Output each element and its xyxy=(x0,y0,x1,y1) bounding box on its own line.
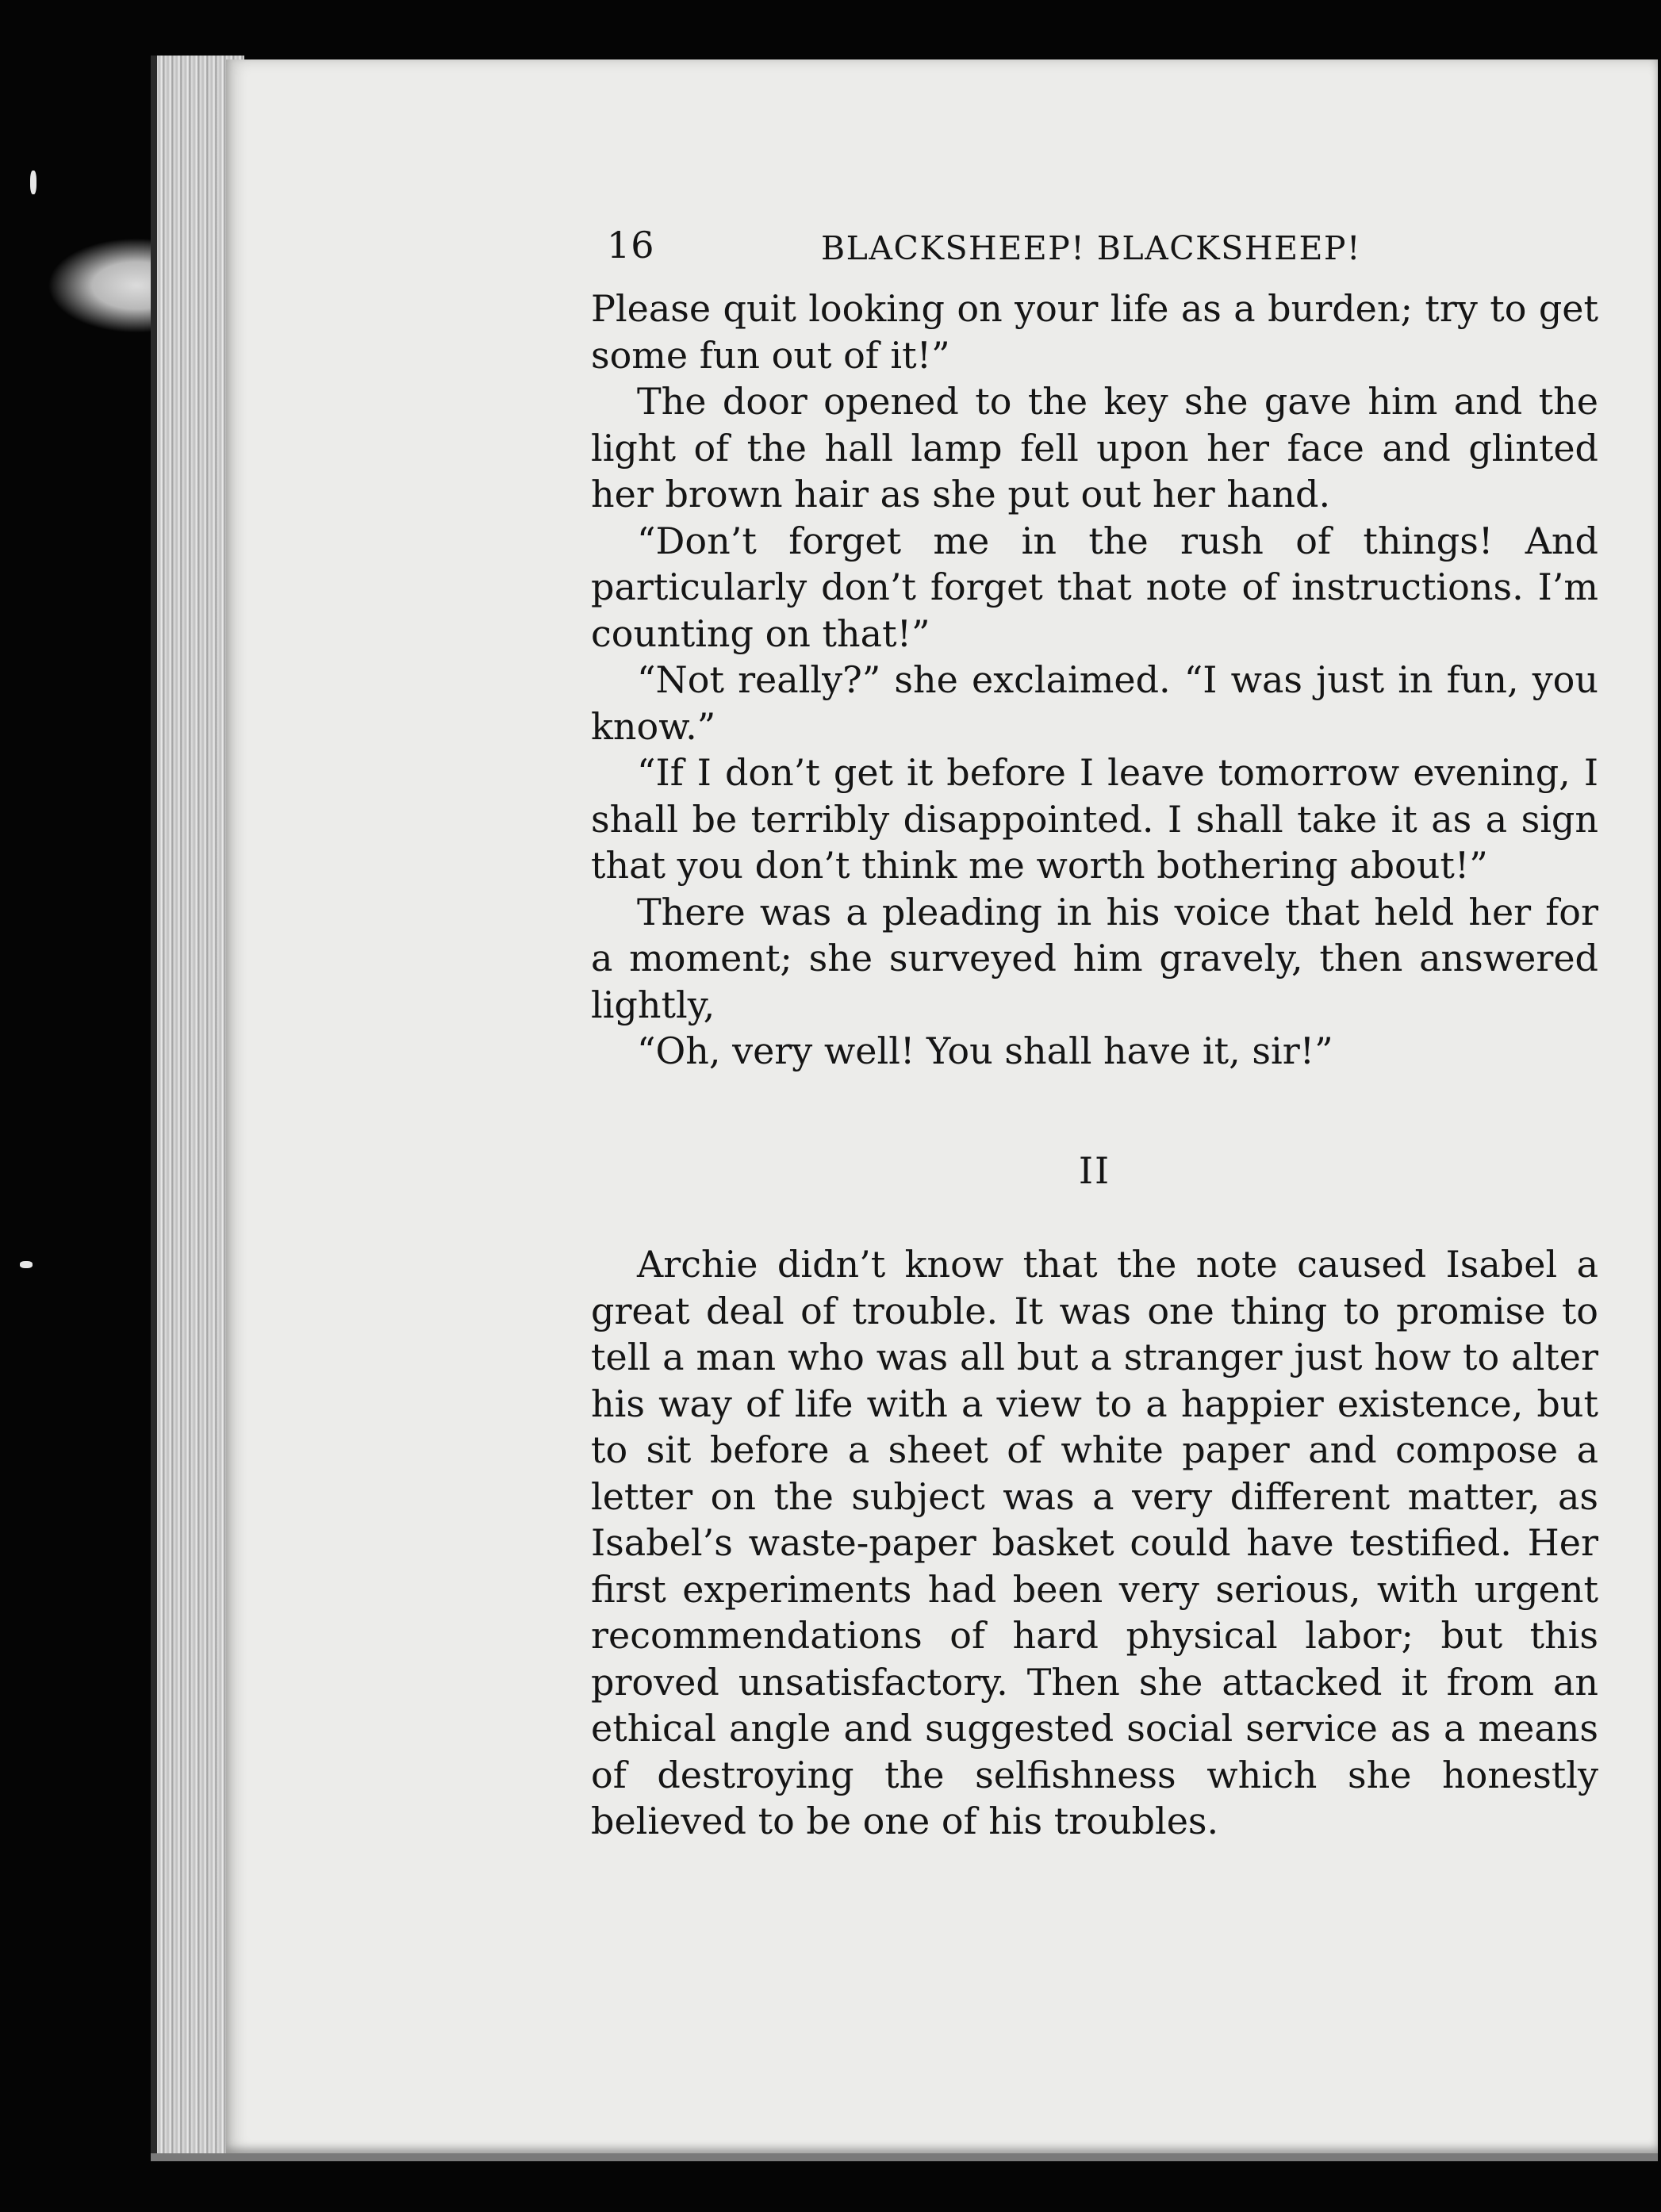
paragraph: The door opened to the key she gave him and the light of the hall lamp fell upon her face and glinted her brown hair as she put out her hand. xyxy=(591,380,1598,516)
paragraph: “Oh, very well! You shall have it, sir!” xyxy=(637,1029,1333,1072)
paragraph: “Don’t forget me in the rush of things! And particularly don’t forget that note of instructions. I’m counting on that!” xyxy=(591,519,1598,655)
page-header xyxy=(591,222,1598,286)
section-heading: II xyxy=(1078,1148,1111,1192)
paragraph: “If I don’t get it before I leave tomorrow evening, I shall be terribly disappointed. I shall take it as a sign that you don’t think me worth bothering about!” xyxy=(591,751,1598,887)
scan-speck xyxy=(30,171,36,194)
page-bottom-edge xyxy=(151,2153,1658,2161)
page-text-block xyxy=(591,222,1598,1845)
scan-speck xyxy=(20,1261,33,1268)
paragraphs-top xyxy=(591,286,1598,1075)
paragraph: Please quit looking on your life as a burden; try to get some fun out of it!” xyxy=(591,287,1598,377)
page-number: 16 xyxy=(607,224,655,266)
paragraphs-bottom xyxy=(591,1241,1598,1845)
running-head: BLACKSHEEP! BLACKSHEEP! xyxy=(821,229,1361,267)
paragraph: There was a pleading in his voice that held her for a moment; she surveyed him gravely, then answered lightly, xyxy=(591,890,1598,1026)
paragraph: Archie didn’t know that the note caused Isabel a great deal of trouble. It was one thing to promise to tell a man who was all but a stranger just how to alter his way of life with a view to a happier existence, but to sit before a sheet of white paper and compose a letter on the subject was a very different matter, as Isabel’s waste-paper basket could have testified. Her first experiments had been very serious, with urgent recommendations of hard physical labor; but this proved unsatisfactory. Then she attacked it from an ethical angle and suggested social service as a means of destroying the selfishness which she honestly believed to be one of his troubles. xyxy=(591,1243,1598,1842)
paragraph: “Not really?” she exclaimed. “I was just in fun, you know.” xyxy=(591,658,1598,748)
